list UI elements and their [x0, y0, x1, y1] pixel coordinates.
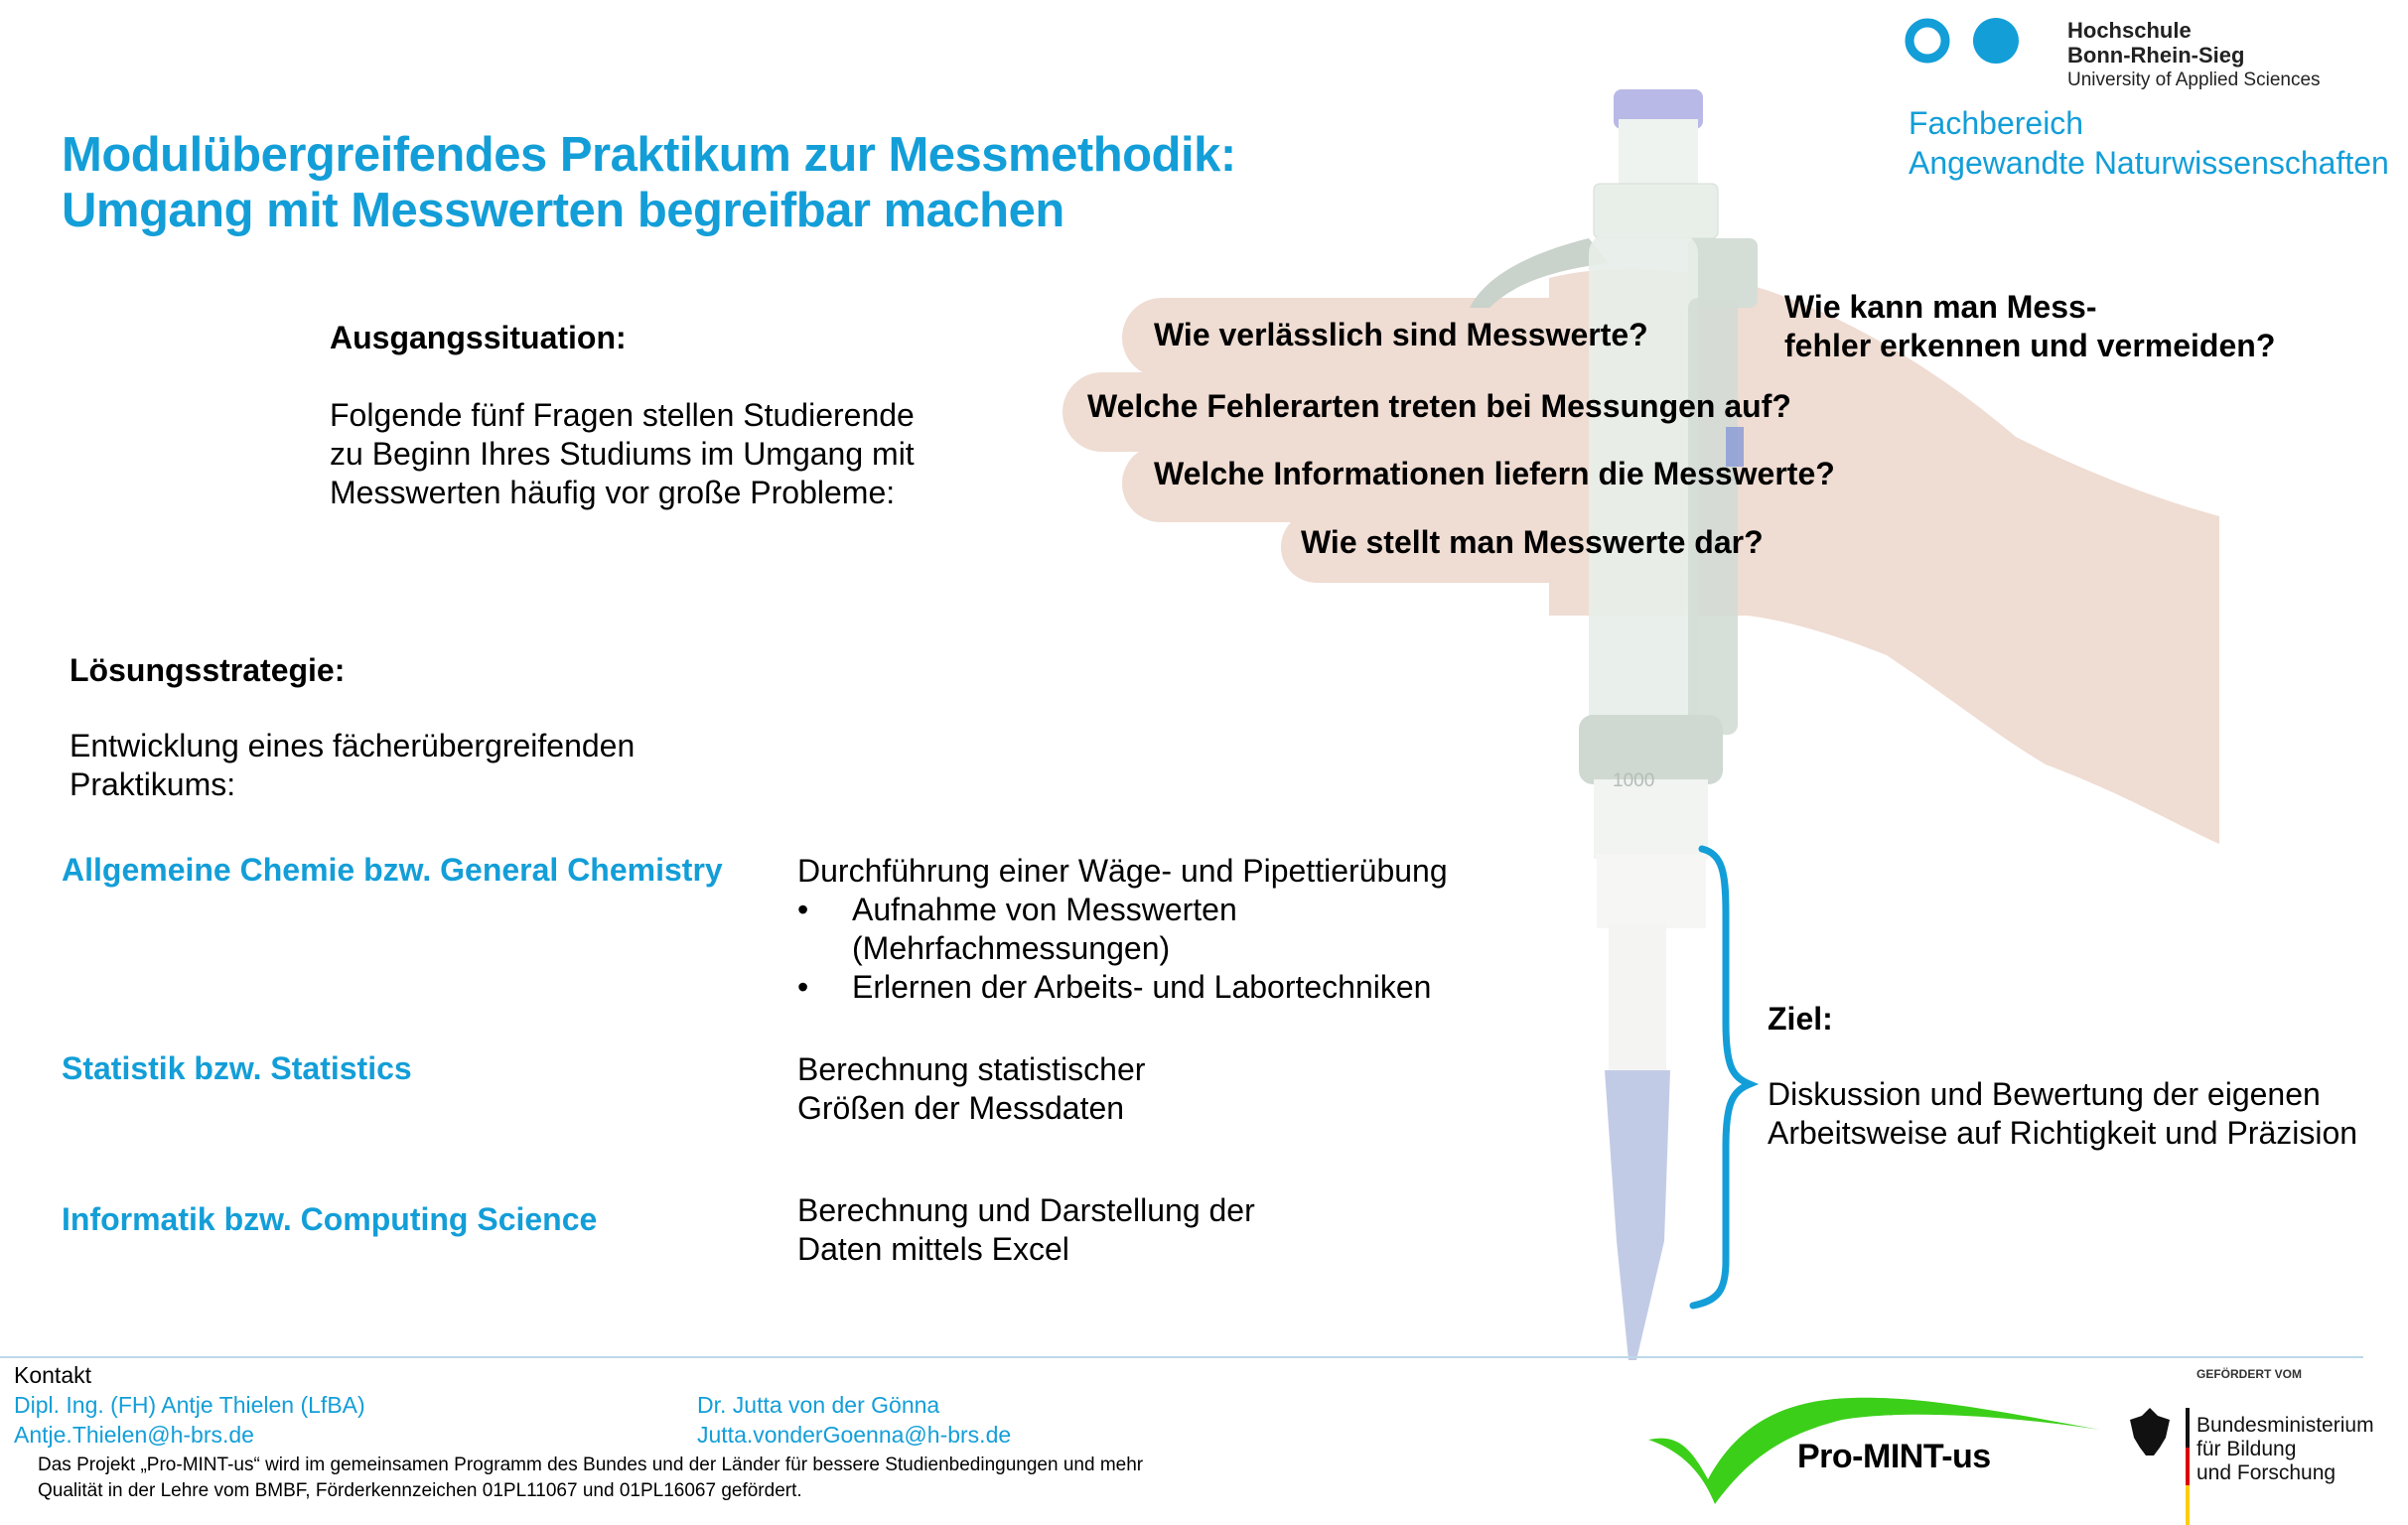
university-name-line-1: Hochschule [2067, 18, 2192, 43]
subject-computing: Informatik bzw. Computing Science [62, 1201, 598, 1237]
pipette-illustration [1470, 89, 1758, 1360]
question-information: Welche Informationen liefern die Messwerte? [1154, 456, 1835, 491]
bullet-continuation [797, 929, 1448, 968]
bmbf-line: Bundesministerium [2196, 1414, 2374, 1437]
funding-note [38, 1453, 1143, 1504]
university-name-line-2: Bonn-Rhein-Sieg [2067, 43, 2245, 68]
university-logo [1905, 18, 2034, 72]
university-name [2067, 18, 2321, 92]
pipette-volume-label: 1000 [1613, 770, 1655, 791]
subject-chemistry: Allgemeine Chemie bzw. General Chemistry [62, 852, 723, 888]
bmbf-line: für Bildung [2196, 1438, 2297, 1460]
description-line: Daten mittels Excel [797, 1231, 1069, 1267]
initial-situation-heading: Ausgangssituation: [330, 320, 627, 355]
question-error-detection-line-2: fehler erkennen und vermeiden? [1784, 328, 2276, 363]
bullet-item [797, 968, 1448, 1007]
bullet-icon: • [797, 969, 809, 1005]
subject-chemistry-description [797, 852, 1448, 1007]
contact-email-link[interactable]: Antje.Thielen@h-brs.de [14, 1422, 254, 1448]
contact-name: Dr. Jutta von der Gönna [697, 1392, 940, 1418]
solution-line: Entwicklung eines fächerübergreifenden [70, 728, 636, 763]
federal-eagle-flag-icon [2120, 1408, 2190, 1525]
bmbf-line: und Forschung [2196, 1461, 2337, 1484]
question-error-types: Welche Fehlerarten treten bei Messungen auf? [1087, 388, 1791, 424]
bmbf-caption: GEFÖRDERT VOM [2196, 1367, 2303, 1381]
funding-line: Qualität in der Lehre vom BMBF, Förderkennzeichen 01PL11067 und 01PL16067 gefördert. [38, 1480, 802, 1501]
solution-heading: Lösungsstrategie: [70, 652, 346, 688]
funding-line: Das Projekt „Pro-MINT-us“ wird im gemeinsamen Programm des Bundes und der Länder für bessere Studienbedingungen und mehr [38, 1455, 1144, 1475]
contact-name: Dipl. Ing. (FH) Antje Thielen (LfBA) [14, 1392, 365, 1418]
title-line-2: Umgang mit Messwerten begreifbar machen [62, 184, 1064, 237]
bmbf-name [2196, 1414, 2374, 1485]
goal-heading: Ziel: [1768, 1001, 1833, 1037]
goal-line: Arbeitsweise auf Richtigkeit und Präzision [1768, 1115, 2358, 1151]
goal-line: Diskussion und Bewertung der eigenen [1768, 1076, 2321, 1112]
bullet-text: Erlernen der Arbeits- und Labortechniken [852, 969, 1432, 1005]
initial-situation-line: zu Beginn Ihres Studiums im Umgang mit [330, 436, 915, 472]
goal-section [1768, 1001, 2357, 1153]
page-title [62, 127, 1236, 238]
description-line: Größen der Messdaten [797, 1090, 1125, 1126]
initial-situation-section [330, 320, 915, 512]
contact-person-1 [14, 1390, 365, 1450]
department-line-1: Fachbereich [1909, 105, 2084, 141]
bullet-icon: • [797, 892, 809, 927]
description-line: Berechnung und Darstellung der [797, 1192, 1255, 1228]
contact-heading: Kontakt [14, 1362, 91, 1388]
subject-statistics: Statistik bzw. Statistics [62, 1050, 412, 1086]
bullet-text: (Mehrfachmessungen) [852, 930, 1171, 966]
university-subtitle: University of Applied Sciences [2067, 69, 2321, 90]
description-line: Durchführung einer Wäge- und Pipettierübung [797, 853, 1448, 889]
question-error-detection-line-1: Wie kann man Mess- [1784, 289, 2097, 325]
bullet-item [797, 891, 1448, 929]
solution-section [70, 652, 635, 804]
solution-line: Praktikums: [70, 766, 236, 802]
department-name [1909, 103, 2389, 183]
initial-situation-line: Folgende fünf Fragen stellen Studierende [330, 397, 915, 433]
question-reliability: Wie verlässlich sind Messwerte? [1154, 317, 1648, 352]
question-error-detection [1784, 288, 2275, 365]
logo-circles-icon [1905, 18, 2034, 68]
initial-situation-line: Messwerten häufig vor große Probleme: [330, 475, 896, 510]
promintus-logo-text: Pro-MINT-us [1797, 1438, 1991, 1475]
contact-person-2 [697, 1390, 1011, 1450]
question-representation: Wie stellt man Messwerte dar? [1301, 524, 1764, 560]
description-line: Berechnung statistischer [797, 1051, 1146, 1087]
subject-statistics-description [797, 1050, 1145, 1128]
bullet-text: Aufnahme von Messwerten [852, 892, 1237, 927]
title-line-1: Modulübergreifendes Praktikum zur Messmethodik: [62, 128, 1236, 182]
department-line-2: Angewandte Naturwissenschaften [1909, 145, 2389, 181]
subject-computing-description [797, 1191, 1255, 1269]
contact-email-link[interactable]: Jutta.vonderGoenna@h-brs.de [697, 1422, 1012, 1448]
